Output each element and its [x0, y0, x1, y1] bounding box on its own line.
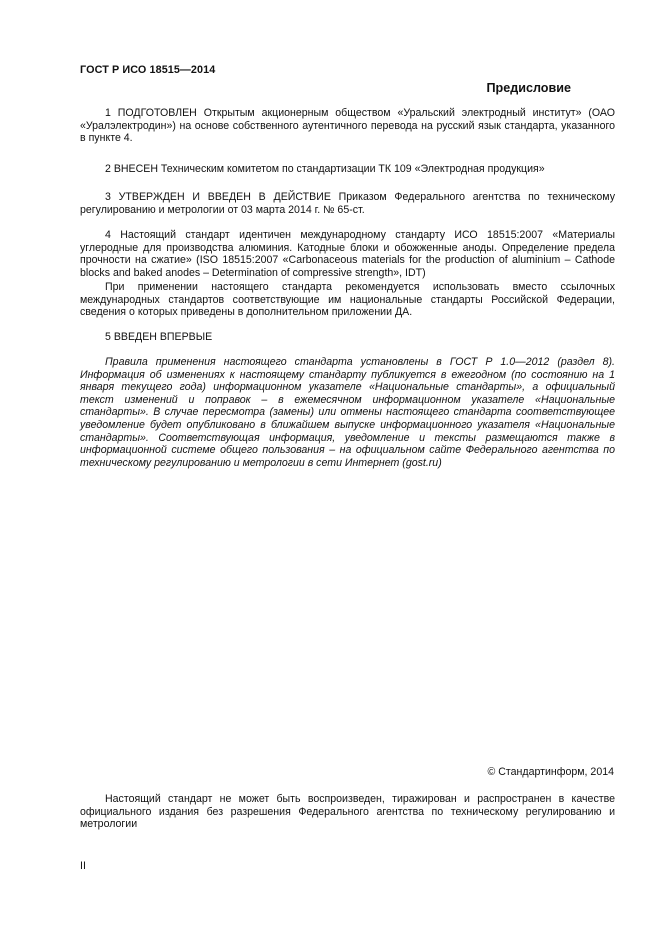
page-title: Предисловие — [486, 81, 571, 95]
document-code: ГОСТ Р ИСО 18515—2014 — [80, 64, 216, 76]
paragraph-identical-standard: 4 Настоящий стандарт идентичен международному стандарту ИСО 18515:2007 «Материалы углеродные для производства алюминия. Катодные блоки и обожженные аноды. Определение предела прочности на сжатие» (ISO 18515:2007 «Carbonaceous materials for the production of aluminium – Cathode blocks and baked anodes – Determination of compressive strength», IDT) — [80, 229, 615, 279]
page-title-wrapper — [80, 82, 587, 95]
paragraph-application-rules: Правила применения настоящего стандарта установлены в ГОСТ Р 1.0—2012 (раздел 8). Информация об изменениях к настоящему стандарту публикуется в ежегодном (по состоянию на 1 января текущего года) информационном указателе «Национальные стандарты», а официальный текст изменений и поправок – в ежемесячном информационном указателе «Национальные стандарты». В случае пересмотра (замены) или отмены настоящего стандарта соответствующее уведомление будет опубликовано в ближайшем выпуске информационного указателя «Национальные стандарты». Соответствующая информация, уведомление и тексты размещаются также в информационной системе общего пользования – на официальном сайте Федерального агентства по техническому регулированию и метрологии в сети Интернет (gost.ru) — [80, 356, 615, 469]
copyright-line: © Стандартинформ, 2014 — [487, 766, 614, 778]
paragraph-approved: 3 УТВЕРЖДЕН И ВВЕДЕН В ДЕЙСТВИЕ Приказом Федерального агентства по техническому регулированию и метрологии от 03 марта 2014 г. № 65-ст. — [80, 191, 615, 216]
paragraph-prepared-by: 1 ПОДГОТОВЛЕН Открытым акционерным обществом «Уральский электродный институт» (ОАО «Уралэлектродин») на основе собственного аутентичного перевода на русский язык стандарта, указанного в пункте 4. — [80, 107, 615, 145]
paragraph-introduced-by: 2 ВНЕСЕН Техническим комитетом по стандартизации ТК 109 «Электродная продукция» — [105, 163, 545, 175]
page-number: II — [80, 860, 86, 872]
paragraph-first-introduced: 5 ВВЕДЕН ВПЕРВЫЕ — [105, 331, 213, 343]
paragraph-references-note: При применении настоящего стандарта рекомендуется использовать вместо ссылочных международных стандартов соответствующие им национальные стандарты Российской Федерации, сведения о которых приведены в дополнительном приложении ДА. — [80, 281, 615, 319]
reproduction-notice: Настоящий стандарт не может быть воспроизведен, тиражирован и распространен в качестве официального издания без разрешения Федерального агентства по техническому регулированию и метрологии — [80, 793, 615, 831]
